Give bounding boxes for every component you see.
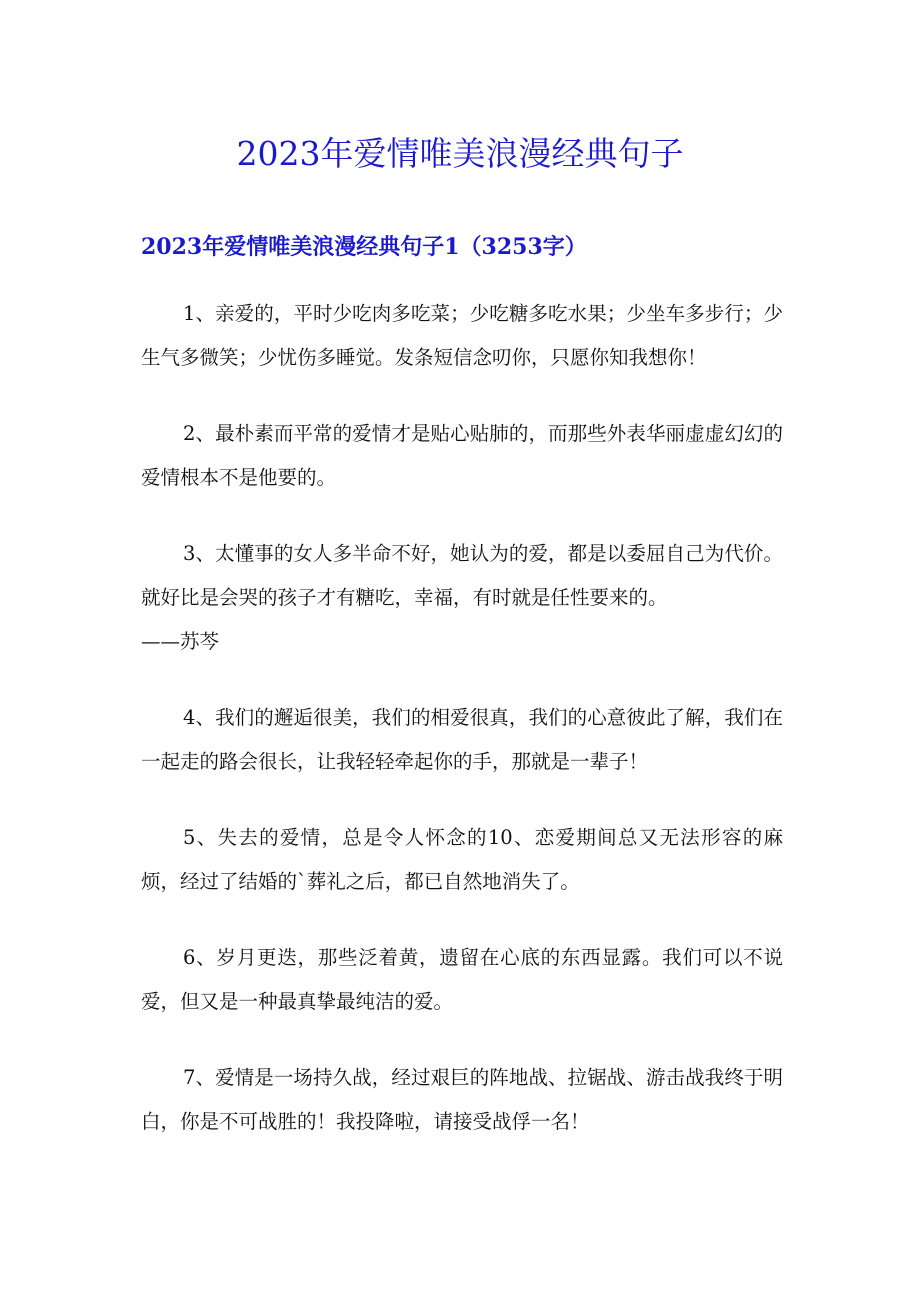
paragraph-3-signature: ——苏芩 (141, 630, 220, 653)
paragraph-7: 7、爱情是一场持久战，经过艰巨的阵地战、拉锯战、游击战我终于明白，你是不可战胜的！我投降啦，请接受战俘一名！ (141, 1066, 783, 1133)
paragraph-6: 6、岁月更迭，那些泛着黄，遗留在心底的东西显露。我们可以不说爱，但又是一种最真挚最纯洁的爱。 (141, 946, 783, 1013)
paragraph-1: 1、亲爱的，平时少吃肉多吃菜；少吃糖多吃水果；少坐车多步行；少生气多微笑；少忧伤多睡觉。发条短信念叨你，只愿你知我想你！ (141, 302, 783, 369)
paragraph-5: 5、失去的爱情，总是令人怀念的10、恋爱期间总又无法形容的麻烦，经过了结婚的`葬礼之后，都已自然地消失了。 (141, 826, 783, 893)
paragraph-3-text: 3、太懂事的女人多半命不好，她认为的爱，都是以委屈自己为代价。就好比是会哭的孩子才有糖吃，幸福，有时就是任性要来的。 (141, 542, 783, 609)
paragraph-2: 2、最朴素而平常的爱情才是贴心贴肺的，而那些外表华丽虚虚幻幻的爱情根本不是他要的。 (141, 422, 783, 489)
paragraph-3 (141, 532, 783, 664)
document-title: 2023年爱情唯美浪漫经典句子 (236, 134, 684, 173)
section-heading: 2023年爱情唯美浪漫经典句子1（3253字） (141, 234, 587, 260)
document-body (141, 292, 783, 1176)
paragraph-4: 4、我们的邂逅很美，我们的相爱很真，我们的心意彼此了解，我们在一起走的路会很长，让我轻轻牵起你的手，那就是一辈子！ (141, 706, 783, 773)
